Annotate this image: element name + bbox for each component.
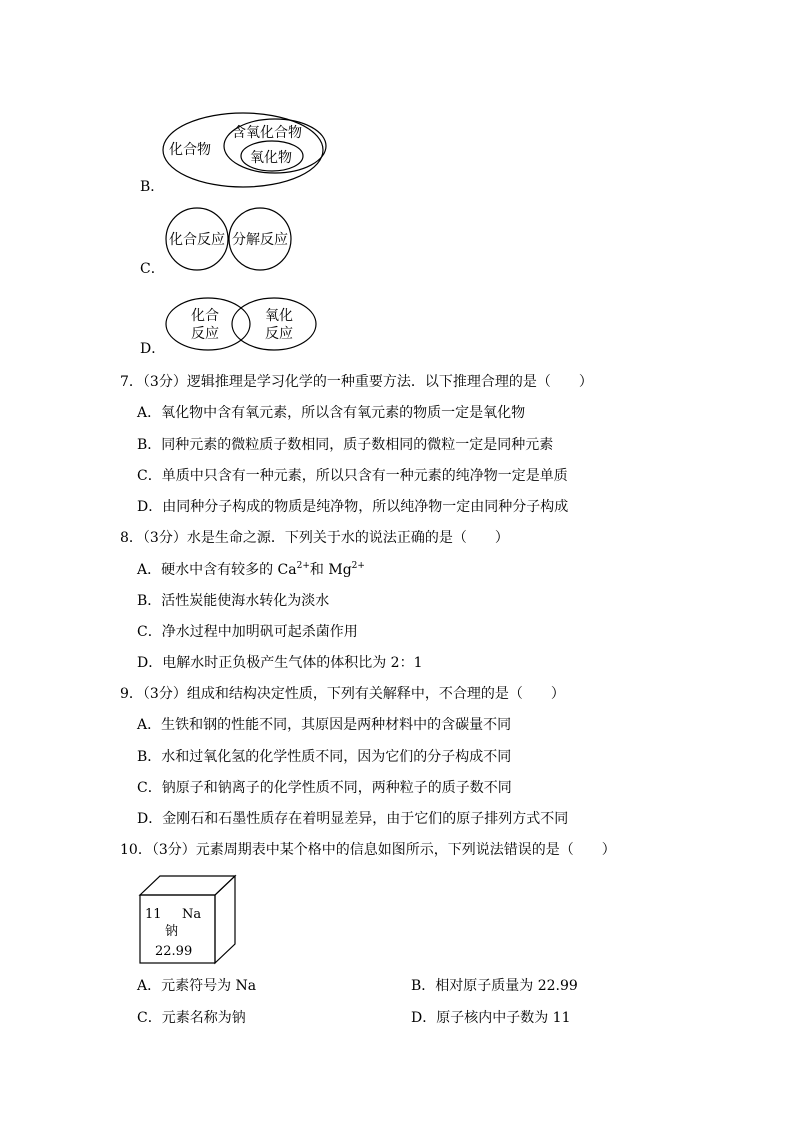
- question-9-option-b: B．水和过氧化氢的化学性质不同，因为它们的分子构成不同: [137, 749, 512, 765]
- diagram-b-inner-label: 氧化物: [250, 150, 292, 166]
- diagram-c-left-label: 化合反应: [169, 232, 225, 248]
- question-9-stem: 9．（3分）组成和结构决定性质，下列有关解释中，不合理的是（ ）: [120, 686, 565, 702]
- question-8-stem: 8．（3分）水是生命之源．下列关于水的说法正确的是（ ）: [120, 530, 509, 546]
- question-9-option-c: C．钠原子和钠离子的化学性质不同，两种粒子的质子数不同: [137, 780, 512, 796]
- option-a-text-prefix: A．硬水中含有较多的 Ca: [137, 562, 297, 578]
- diagram-c-touching-circles: [160, 205, 300, 275]
- question-8-option-d: D．电解水时正负极产生气体的体积比为 2：1: [137, 655, 423, 671]
- atomic-mass: 22.99: [155, 944, 193, 959]
- diagram-b-outer-label: 化合物: [169, 142, 211, 158]
- question-7-option-b: B．同种元素的微粒质子数相同，质子数相同的微粒一定是同种元素: [137, 437, 554, 453]
- diagram-c-right-label: 分解反应: [232, 232, 288, 248]
- question-7-option-c: C．单质中只含有一种元素，所以只含有一种元素的纯净物一定是单质: [137, 468, 568, 484]
- question-10-option-c: C．元素名称为钠: [137, 1010, 246, 1026]
- atomic-number: 11: [145, 907, 162, 922]
- calcium-charge: 2+: [296, 561, 310, 571]
- element-name: 钠: [165, 924, 179, 939]
- question-9-option-d: D．金刚石和石墨性质存在着明显差异，由于它们的原子排列方式不同: [137, 811, 569, 827]
- question-8-option-a: [137, 561, 365, 579]
- question-7-stem: 7．（3分）逻辑推理是学习化学的一种重要方法．以下推理合理的是（ ）: [120, 374, 593, 390]
- diagram-d-left-label-line2: 反应: [191, 326, 219, 342]
- question-8-option-b: B．活性炭能使海水转化为淡水: [137, 593, 330, 609]
- question-10-option-a: A．元素符号为 Na: [137, 978, 257, 994]
- question-7-option-d: D．由同种分子构成的物质是纯净物，所以纯净物一定由同种分子构成: [137, 499, 569, 515]
- diagram-d-right-label-line2: 反应: [265, 326, 293, 342]
- question-9-option-a: A．生铁和钢的性能不同，其原因是两种材料中的含碳量不同: [137, 717, 512, 733]
- question-10-option-d: D．原子核内中子数为 11: [411, 1010, 571, 1026]
- element-cube-diagram: [130, 872, 240, 967]
- question-10-option-b: B．相对原子质量为 22.99: [411, 978, 578, 994]
- diagram-d-right-label-line1: 氧化: [265, 308, 293, 324]
- diagram-d-left-label-line1: 化合: [191, 308, 219, 324]
- diagram-b-middle-label: 含氧化合物: [232, 125, 302, 141]
- diagram-b-nested-ellipses: [158, 110, 333, 192]
- question-10-stem: 10．（3分）元素周期表中某个格中的信息如图所示，下列说法错误的是（ ）: [120, 842, 616, 858]
- question-7-option-a: A．氧化物中含有氧元素，所以含有氧元素的物质一定是氧化物: [137, 405, 526, 421]
- option-b-letter: B．: [140, 179, 165, 195]
- diagram-d-overlapping-ellipses: [160, 294, 325, 354]
- option-a-text-mid: 和 Mg: [309, 562, 352, 578]
- element-symbol: Na: [182, 907, 202, 922]
- question-8-option-c: C．净水过程中加明矾可起杀菌作用: [137, 624, 358, 640]
- magnesium-charge: 2+: [351, 561, 365, 571]
- option-c-letter: C．: [140, 261, 165, 277]
- option-d-letter: D．: [140, 341, 166, 357]
